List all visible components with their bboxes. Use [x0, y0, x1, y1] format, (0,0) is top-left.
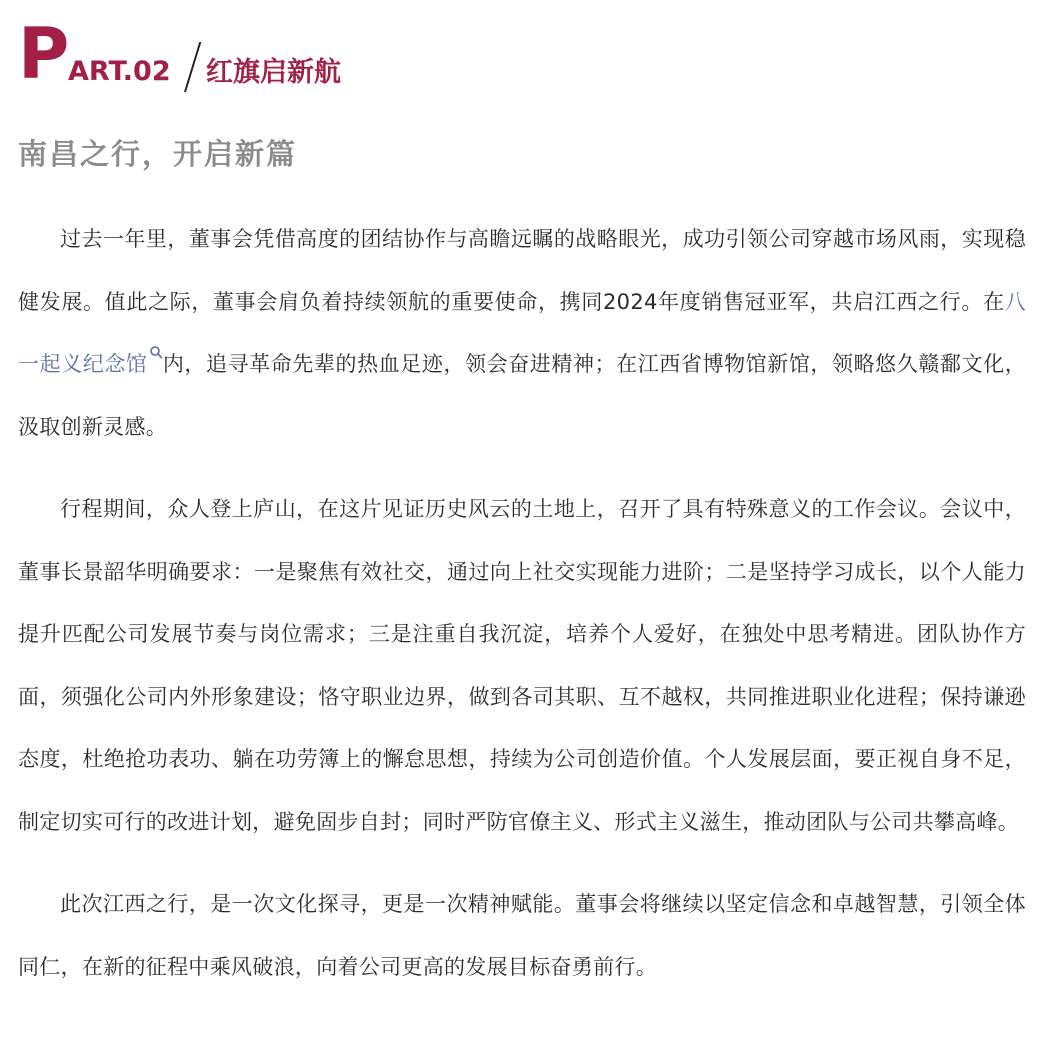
- article-body: [18, 208, 1026, 1018]
- part-title: 红旗启新航: [206, 57, 341, 88]
- slash-divider: [184, 42, 201, 92]
- search-icon[interactable]: [149, 345, 163, 359]
- part-big-letter: P: [18, 13, 70, 95]
- part-header: [18, 14, 1018, 94]
- museum-link-text[interactable]: 八一起义纪念馆: [18, 289, 1026, 376]
- paragraph-1-text-before: 过去一年里，董事会凭借高度的团结协作与高瞻远瞩的战略眼光，成功引领公司穿越市场风雨，实现稳健发展。值此之际，董事会肩负着持续领航的重要使命，携同2024年度销售冠亚军，共启江西之行。在: [18, 227, 1026, 314]
- paragraph-1-text-after: 内，追寻革命先辈的热血足迹，领会奋进精神；在江西省博物馆新馆，领略悠久赣鄱文化，汲取创新灵感。: [18, 352, 1026, 439]
- paragraph-1: [18, 208, 1026, 458]
- paragraph-3: 此次江西之行，是一次文化探寻，更是一次精神赋能。董事会将继续以坚定信念和卓越智慧，引领全体同仁，在新的征程中乘风破浪，向着公司更高的发展目标奋勇前行。: [18, 892, 1026, 979]
- part-number: ART.02: [68, 56, 171, 87]
- section-title: 南昌之行，开启新篇: [18, 137, 298, 171]
- paragraph-2: 行程期间，众人登上庐山，在这片见证历史风云的土地上，召开了具有特殊意义的工作会议。会议中，董事长景韶华明确要求：一是聚焦有效社交，通过向上社交实现能力进阶；二是坚持学习成长，以个人能力提升匹配公司发展节奏与岗位需求；三是注重自我沉淀，培养个人爱好，在独处中思考精进。团队协作方面，须强化公司内外形象建设；恪守职业边界，做到各司其职、互不越权，共同推进职业化进程；保持谦逊态度，杜绝抢功表功、躺在功劳簿上的懈怠思想，持续为公司创造价值。个人发展层面，要正视自身不足，制定切实可行的改进计划，避免固步自封；同时严防官僚主义、形式主义滋生，推动团队与公司共攀高峰。: [18, 497, 1026, 834]
